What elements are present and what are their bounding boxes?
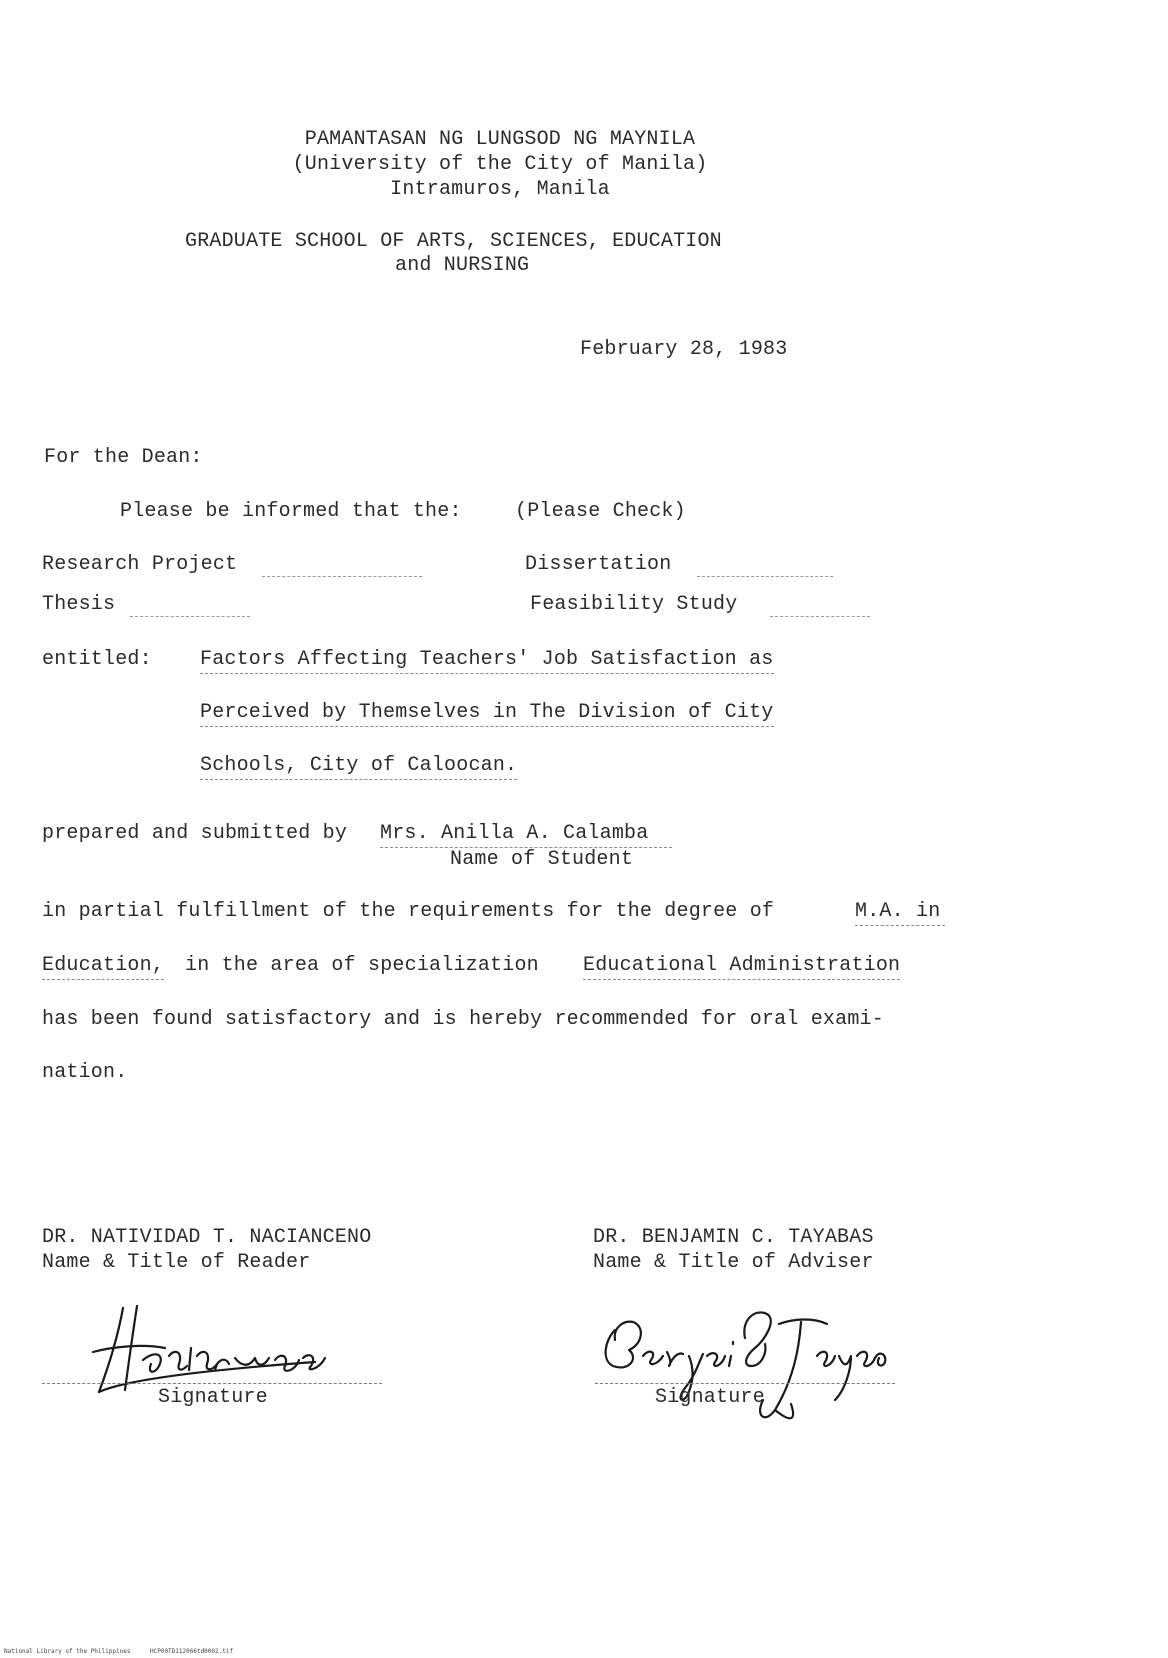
- salutation: For the Dean:: [44, 446, 203, 469]
- school-name-line1: GRADUATE SCHOOL OF ARTS, SCIENCES, EDUCATION: [185, 230, 722, 253]
- option-thesis: Thesis: [42, 593, 116, 616]
- degree-value: M.A. in: [855, 900, 945, 926]
- thesis-title-line1: Factors Affecting Teachers' Job Satisfaction as: [200, 648, 774, 674]
- body-line4-text: nation.: [42, 1061, 128, 1084]
- degree-field: Education,: [42, 954, 164, 980]
- letter-date: February 28, 1983: [580, 338, 788, 361]
- adviser-title-caption: Name & Title of Adviser: [593, 1251, 874, 1274]
- body-line1-text: in partial fulfillment of the requirements for the degree of: [42, 900, 775, 923]
- specialization-value: Educational Administration: [583, 954, 900, 980]
- reader-name: DR. NATIVIDAD T. NACIANCENO: [42, 1226, 372, 1249]
- thesis-title-line3: Schools, City of Caloocan.: [200, 754, 517, 780]
- adviser-signature-caption: Signature: [655, 1386, 765, 1409]
- research-project-check-blank: [262, 576, 422, 577]
- thesis-check-blank: [130, 616, 250, 617]
- institution-name: PAMANTASAN NG LUNGSOD NG MAYNILA: [304, 128, 696, 151]
- adviser-signature: [595, 1300, 925, 1430]
- feasibility-study-check-blank: [770, 616, 870, 617]
- footer-library: National Library of the Philippines: [4, 1648, 131, 1655]
- adviser-signature-line: [595, 1383, 895, 1384]
- thesis-title-line2: Perceived by Themselves in The Division of City: [200, 701, 774, 727]
- reader-signature-caption: Signature: [158, 1386, 268, 1409]
- dissertation-check-blank: [697, 576, 833, 577]
- option-dissertation: Dissertation: [525, 553, 672, 576]
- student-name: Mrs. Anilla A. Calamba: [380, 822, 672, 848]
- body-line2-text: in the area of specialization: [185, 954, 539, 977]
- option-feasibility-study: Feasibility Study: [530, 593, 738, 616]
- body-line3-text: has been found satisfactory and is hereby recommended for oral exami-: [42, 1008, 884, 1031]
- entitled-label: entitled:: [42, 648, 152, 671]
- submitted-by-label: prepared and submitted by: [42, 822, 348, 845]
- school-name-line2: and NURSING: [395, 254, 530, 277]
- student-name-caption: Name of Student: [450, 848, 634, 871]
- institution-english-name: (University of the City of Manila): [292, 153, 708, 176]
- footer-file-id: HCP00TD112066td0002.tif: [150, 1648, 234, 1655]
- intro-text: Please be informed that the:: [120, 500, 462, 523]
- adviser-name: DR. BENJAMIN C. TAYABAS: [593, 1226, 874, 1249]
- institution-location: Intramuros, Manila: [390, 178, 610, 201]
- option-research-project: Research Project: [42, 553, 238, 576]
- reader-signature-line: [42, 1383, 382, 1384]
- check-instruction: (Please Check): [515, 500, 686, 523]
- reader-title-caption: Name & Title of Reader: [42, 1251, 311, 1274]
